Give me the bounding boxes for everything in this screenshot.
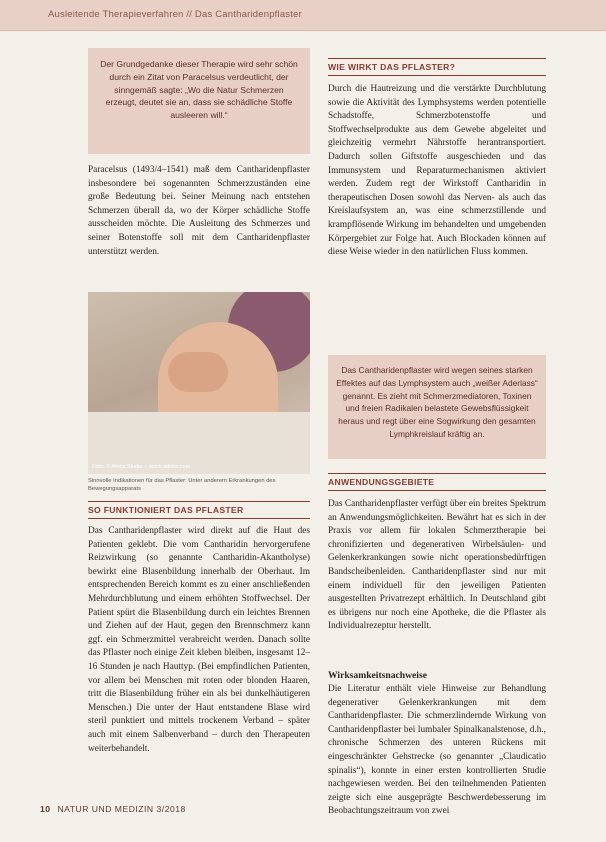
section-heading-effect: WIE WIRKT DAS PFLASTER? bbox=[328, 58, 546, 76]
page-number: 10 bbox=[40, 804, 51, 814]
effect-paragraph: Durch die Hautreizung und die verstärkte Durchblutung sowie die Aktivität des Lymphsystems werden potentielle Schadstoffe, Schmerzbotenstoffe und Stoffwechselprodukte aus dem Gewebe abgeleitet und gleichzeitig vermehrt Nährstoffe herantransportiert. Dadurch sollen Giftstoffe ausgeschieden und das Immunsystem und Reparaturmechanismen aktiviert werden. Zudem regt der Wirkstoff Cantharidin in therapeutischen Dosen sowohl das Nerven- als auch das Kreislaufsystem an, was eine schmerzstillende und krampflösende Wirkung im behandelten und umgebenden Körpergebiet zur Folge hat. Auch Blockaden können auf diese Weise wieder in den natürlichen Fluss kommen. bbox=[328, 84, 546, 258]
page-footer bbox=[40, 804, 186, 814]
left-column bbox=[88, 48, 310, 820]
section-heading-how-it-works: SO FUNKTIONIERT DAS PFLASTER bbox=[88, 501, 310, 519]
running-title: Ausleitende Therapieverfahren // Das Cantharidenpflaster bbox=[48, 9, 302, 20]
running-header bbox=[0, 0, 606, 31]
right-column bbox=[328, 48, 546, 833]
paracelsus-quote-box: Der Grundgedanke dieser Therapie wird sehr schön durch ein Zitat von Paracelsus verdeutlicht, der sinngemäß sagte: „Wo die Natur Schmerzen erzeugt, deutet sie an, dass sie schädliche Stoffe ausleeren will.“ bbox=[88, 48, 310, 154]
evidence-paragraph: Die Literatur enthält viele Hinweise zur Behandlung degenerativer Gelenkerkrankungen mit dem Cantharidenpflaster. Die schmerzlindernde Wirkung von Cantharidenpflaster bei lumbaler Spinalkanalstenose, d.h., chronische Schmerzen des unteren Rückens mit eingeschränkter Gehstrecke (so genannter „Claudicatio spinalis“), konnte in einer ersten kontrollierten Studie nachgewiesen werden. Bei den teilnehmenden Patienten zeigte sich eine ausgeprägte Beschwerdebesserung im Beobachtungszeitraum von zwei bbox=[328, 684, 546, 817]
lymph-info-box: Das Cantharidenpflaster wird wegen seines starken Effektes auf das Lymphsystem auch „weißer Aderlass“ genannt. Es zieht mit Schmerzmediatoren, Toxinen und freien Radikalen belastete Gewebsflüssigkeit heraus und regt über eine Sogwirkung den gesamten Lymphkreislauf kräftig an. bbox=[328, 355, 546, 459]
knee-photo bbox=[88, 292, 310, 474]
how-it-works-paragraph: Das Cantharidenpflaster wird direkt auf die Haut des Patienten geklebt. Die vom Cantharidin hervorgerufene Reizwirkung (so genannte Cantharidin-Akantholyse) bewirkt eine Blasenbildung innerhalb der Oberhaut. Im entsprechenden Bereich kommt es zu einer anschließenden Mehrdurchblutung und einem erhöhten Stoffwechsel. Der Patient spürt die Blasenbildung durch ein leichtes Brennen und Ziehen auf der Haut, gegen den Brennschmerz kann ggf. ein Schmerzmittel verabreicht werden. Danach sollte das Pflaster noch einige Zeit kleben bleiben, insgesamt 12–16 Stunden je nach Hauttyp. (Bei empfindlichen Patienten, vor allem bei Menschen mit roten oder blonden Haaren, tritt die Blasenbildung früher ein als bei dunkelhäutigeren Menschen.) Die unter der Haut entstandene Blase wird steril punktiert und mittels trockenem Verband – später auch mit einem Salbenverband – durch den Therapeuten weiterbehandelt. bbox=[88, 526, 310, 754]
applications-paragraph: Das Cantharidenpflaster verfügt über ein breites Spektrum an Anwendungsmöglichkeiten. Bewährt hat es sich in der Praxis vor allem für lokalen Schmerztherapie bei chronifizierten und degenerativen Wirbelsäulen- und Gelenkerkrankungen sowie nicht operationsbedürftigen Bandscheibenleiden. Cantharidenpflaster sind nur mit einem individuell für den jeweiligen Patienten ausgestellten Privatrezept erhältlich. In Deutschland gibt es übrigens nur noch eine Apotheke, die die Pflaster als Individualrezeptur herstellt. bbox=[328, 499, 546, 632]
photo-caption: Sinnvolle Indikationen für das Pflaster: Unter anderem Erkrankungen des Bewegungsapparats bbox=[88, 478, 276, 492]
section-heading-applications: ANWENDUNGSGEBIETE bbox=[328, 473, 546, 491]
paracelsus-paragraph: Paracelsus (1493/4–1541) maß dem Cantharidenpflaster insbesondere bei sogenannten Schmerzzuständen eine große Bedeutung bei. Seiner Meinung nach entstehen Schmerzen überall da, wo der Körper schädliche Stoffe ausscheiden möchte. Die Ausleitung des Schmerzes und seiner Botenstoffe soll mit dem Cantharidenpflaster unterstützt werden. bbox=[88, 165, 310, 257]
photo-shape bbox=[168, 352, 228, 392]
photo-credit: Foto: © Africa Studio – stock.adobe.com bbox=[92, 464, 191, 470]
subheading-evidence: Wirksamkeitsnachweise bbox=[328, 670, 427, 681]
publication-name: NATUR UND MEDIZIN 3/2018 bbox=[57, 804, 186, 814]
